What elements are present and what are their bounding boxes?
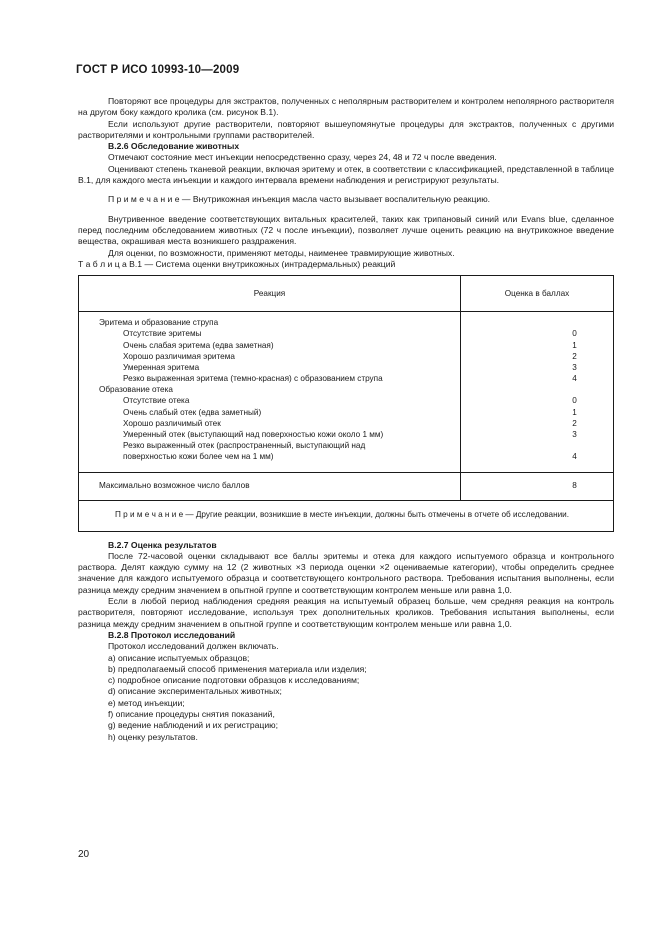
scoring-table [78,275,614,531]
paragraph: Если в любой период наблюдения средняя реакция на испытуемый образец больше, чем средняя реакция на контроль растворителя, повторяют исследование, используя трех дополнительных кроликов. Требования испытания выполнены, если разница между средним значением в опытной группе и соответствующим контролем меньше или равна 1,0. [78,596,614,629]
page-content [78,96,614,743]
table-row-score [461,317,613,328]
column-header-score: Оценка в баллах [461,276,614,312]
section-heading-b27: В.2.7 Оценка результатов [108,539,217,550]
table-row-score: 3 [572,362,577,372]
table-row-label: Отсутствие отека [123,396,190,406]
table-row-score [461,384,613,395]
note-label: П р и м е ч а н и е [108,194,180,205]
table-row-label: Резко выраженный отек (распространенный, выступающий над [123,441,366,451]
list-intro: Протокол исследований должен включать. [108,641,279,652]
paragraph: Оценивают степень тканевой реакции, включая эритему и отек, в соответствии с классификацией, представленной в таблице В.1, для каждого места инъекции и каждого интервала времени наблюдения и регистрируют результаты. [78,163,614,186]
max-label-cell: Максимально возможное число баллов [79,472,461,500]
table-row-label: Хорошо различимый отек [123,418,221,428]
table-row-label: Умеренный отек (выступающий над поверхностью кожи около 1 мм) [123,430,384,440]
document-header-title: ГОСТ Р ИСО 10993-10—2009 [76,64,240,76]
note [78,194,614,205]
list-item: e) метод инъекции; [108,697,185,708]
table-body-row [79,312,614,472]
table-row-label: Умеренная эритема [123,362,200,372]
paragraph: Если используют другие растворители, повторяют вышеупомянутые процедуры для экстрактов, полученных с другими растворителями и контрольными группами растворителей. [78,118,614,140]
list-item: b) предполагаемый способ применения материала или изделия; [108,663,367,674]
list-item: f) описание процедуры снятия показаний, [108,709,275,720]
table-row-label: Хорошо различимая эритема [123,351,235,361]
table-caption-label: Т а б л и ц а [78,258,127,269]
table-caption [78,259,614,270]
table-row-score [461,440,613,451]
table-row-score: 1 [572,407,577,417]
table-row-score: 4 [572,374,577,384]
table-row-label: поверхностью кожи более чем на 1 мм) [123,452,274,462]
table-max-row [79,472,614,500]
table-row-score: 2 [572,351,577,361]
table-row-label: Отсутствие эритемы [123,329,202,339]
score-cell [461,312,614,472]
list-item: g) ведение наблюдений и их регистрацию; [108,720,278,731]
paragraph: После 72-часовой оценки складывают все баллы эритемы и отека для каждого испытуемого образца и контрольного раствора. Делят каждую сумму на 12 (2 животных ×3 периода оценки ×2 оцениваемые категории), чтобы определить среднее значение для каждого испытуемого образца и соответствующего контрольного раствора. Требования испытания выполнены, если разница между средним значением в опытной группе и соответствующим контролем меньше или равна 1,0. [78,550,614,595]
table-caption-text: В.1 — Система оценки внутрикожных (интрадермальных) реакций [126,258,396,269]
page-number: 20 [78,849,90,860]
paragraph: Отмечают состояние мест инъекции непосредственно сразу, через 24, 48 и 72 ч после введения. [108,152,497,163]
list-item: а) описание испытуемых образцов; [108,652,250,663]
table-row-score: 0 [572,396,577,406]
table-note [89,509,601,521]
table-note-row [79,500,614,531]
reaction-cell [79,312,461,472]
table-group-label: Образование отека [99,385,173,395]
paragraph: Для оценки, по возможности, применяют методы, наименее травмирующие животных. [108,247,455,258]
column-header-reaction: Реакция [79,276,461,312]
table-note-cell [79,500,614,531]
max-score-cell: 8 [461,472,614,500]
table-group-label: Эритема и образование струпа [99,318,219,328]
table-note-text: — Другие реакции, возникшие в месте инъекции, должны быть отмечены в отчете об исследовании. [183,509,570,519]
protocol-list [78,641,614,743]
table-row-label: Резко выраженная эритема (темно-красная) с образованием струпа [123,374,383,384]
list-item: d) описание экспериментальных животных; [108,686,282,697]
section-heading-b28: В.2.8 Протокол исследований [108,629,236,640]
table-row-score: 1 [572,340,577,350]
table-note-label: П р и м е ч а н и е [115,509,184,519]
list-item: h) оценку результатов. [108,731,198,742]
section-heading-b26: В.2.6 Обследование животных [108,141,240,152]
table-row-score: 3 [572,430,577,440]
table-row-score: 4 [572,452,577,462]
table-row-score: 0 [572,329,577,339]
table-row-label: Очень слабый отек (едва заметный) [123,407,262,417]
table-header-row [79,276,614,312]
table-row-label: Очень слабая эритема (едва заметная) [123,340,274,350]
list-item: c) подробное описание подготовки образцов к исследованиям; [108,675,360,686]
paragraph: Повторяют все процедуры для экстрактов, полученных с неполярным растворителем и контролем неполярного растворителя на другом боку каждого кролика (см. рисунок В.1). [78,96,614,118]
table-row-score: 2 [572,418,577,428]
paragraph: Внутривенное введение соответствующих витальных красителей, таких как трипановый синий или Evans blue, сделанное перед последним обследованием животных (72 ч после инъекции), позволяет лучше оценить реакцию на внутрикожное введение вещества, окрашивая места возникшего раздражения. [78,213,614,247]
note-text: — Внутрикожная инъекция масла часто вызывает воспалительную реакцию. [179,194,491,205]
